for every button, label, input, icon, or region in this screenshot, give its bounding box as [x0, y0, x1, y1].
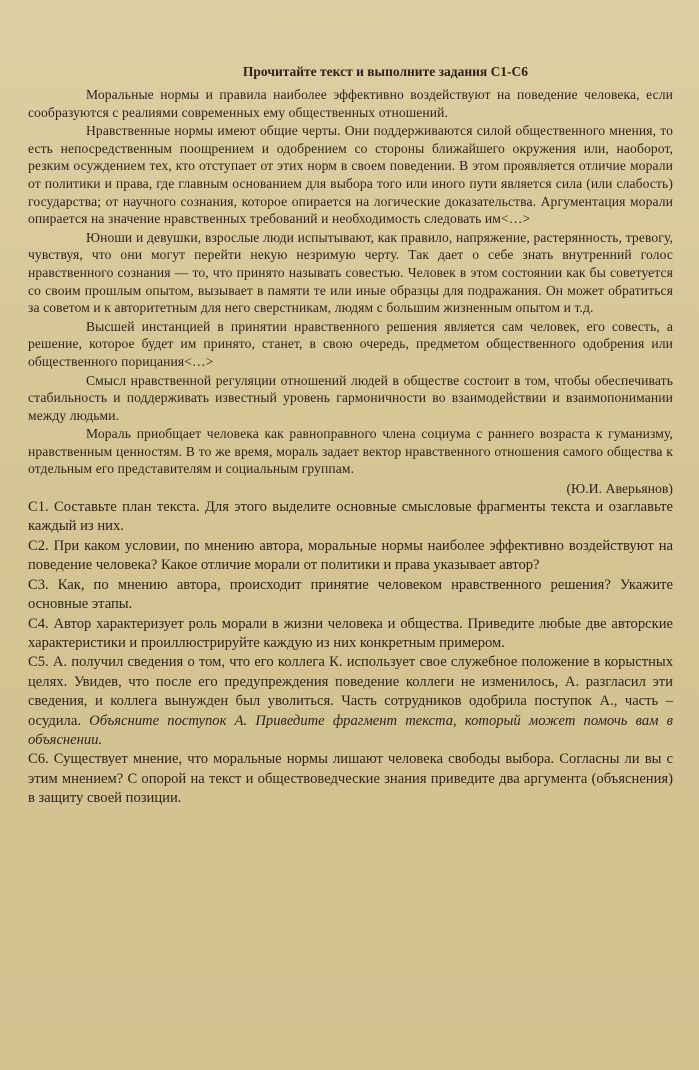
paragraph-4: Высшей инстанцией в принятии нравственного решения является сам человек, его совесть, а решение, которое будет им принято, станет, в свою очередь, предметом общественного одобрения или общественного порицания<…> [28, 318, 673, 369]
paragraph-6: Мораль приобщает человека как равноправного члена социума с раннего возраста к гуманизму, нравственным ценностям. В то же время, мораль задает вектор нравственного отношения самого общества к отдельным его представителям и социальным группам. [28, 426, 673, 477]
document-title: Прочитайте текст и выполните задания С1-С6 [242, 64, 529, 79]
task-c1: С1. Составьте план текста. Для этого выделите основные смысловые фрагменты текста и озаглавьте каждый из них. [28, 499, 673, 535]
task-c6: С6. Существует мнение, что моральные нормы лишают человека свободы выбора. Согласны ли вы с этим мнением? С опорой на текст и обществоведческие знания приведите два аргумента (объяснения) в защиту своей позиции. [28, 751, 673, 807]
task-c2: С2. При каком условии, по мнению автора, моральные нормы наиболее эффективно воздействуют на поведение человека? Какое отличие морали от политики и права указывает автор? [28, 537, 673, 574]
task-list [28, 498, 673, 809]
text-author: (Ю.И. Аверьянов) [566, 481, 673, 497]
paragraph-1: Моральные нормы и правила наиболее эффективно воздействуют на поведение человека, если сообразуются с реалиями современных ему общественных отношений. [28, 87, 673, 120]
task-c5-instruction: Объясните поступок А. Приведите фрагмент текста, который может помочь вам в объяснении. [28, 712, 673, 748]
task-c3: С3. Как, по мнению автора, происходит принятие человеком нравственного решения? Укажите основные этапы. [28, 576, 673, 613]
task-c4: С4. Автор характеризует роль морали в жизни человека и общества. Приведите любые две авторские характеристики и проиллюстрируйте каждую из них конкретным примером. [28, 615, 673, 651]
paragraph-5: Смысл нравственной регуляции отношений людей в обществе состоит в том, чтобы обеспечивать стабильность и поддерживать известный уровень гармоничности во взаимодействии и взаимопонимании между людьми. [28, 372, 673, 423]
task-c5-text: С5. А. получил сведения о том, что его коллега К. использует свое служебное положение в корыстных целях. Увидев, что после его предупреждения поведение коллеги не изменилось, А. разгласил эти сведения, и коллега вынужден был уволиться. Часть сотрудников одобрила поступок А., часть – осудила. [28, 654, 673, 729]
paragraph-3: Юноши и девушки, взрослые люди испытывают, как правило, напряжение, растерянность, тревогу, чувствуя, что они могут перейти некую незримую черту. Так дает о себе знать внутренний голос нравственного сознания — то, что принято называть совестью. Человек в этом состоянии как бы советуется со своим прошлым опытом, вызывает в памяти те или иные образцы для подражания. Он может обратиться за советом и к авторитетным для него сверстникам, людям с большим жизненным опытом и т.д. [28, 229, 673, 316]
task-c5 [28, 653, 673, 750]
paragraph-2: Нравственные нормы имеют общие черты. Они поддерживаются силой общественного мнения, то есть непосредственным поощрением и одобрением со стороны ближайшего окружения или, наоборот, резким осуждением тех, кто отступает от этих норм в своем поведении. В этом проявляется отличие морали от политики и права, где главным основанием для выбора того или иного пути является сила (или слабость) государства; от научного сознания, которое опирается на логические доказательства. Аргументация морали опирается на значение нравственных требований и необходимость следовать им<…> [28, 123, 673, 227]
source-text [28, 86, 673, 478]
